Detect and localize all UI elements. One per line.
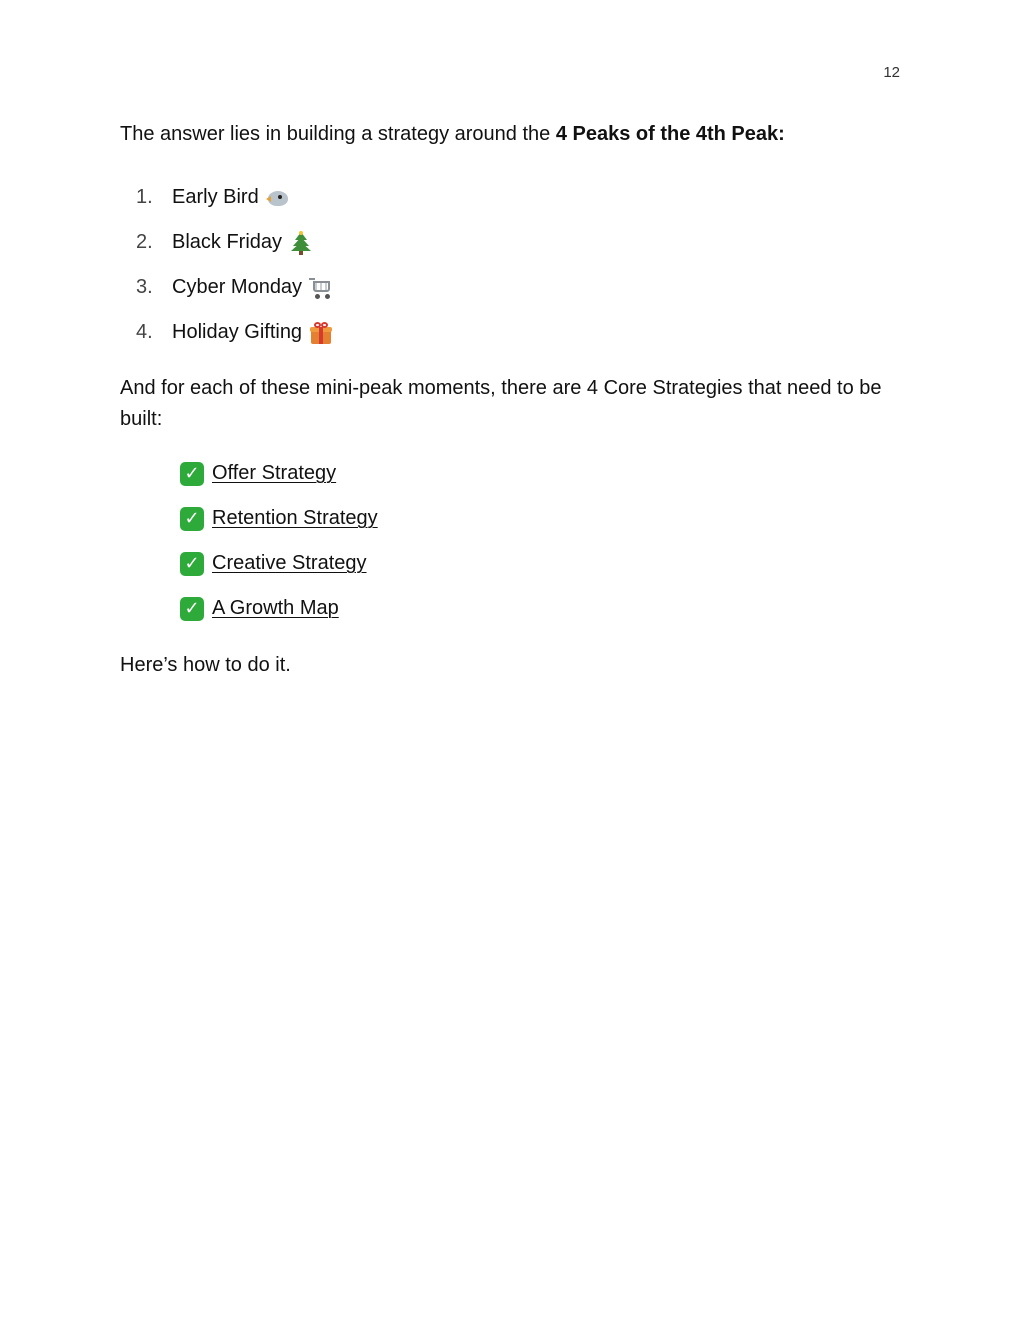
document-body bbox=[120, 119, 900, 681]
list-number: 2. bbox=[136, 231, 153, 253]
shopping-cart-icon bbox=[309, 276, 333, 300]
list-item-label: Holiday Gifting bbox=[172, 321, 303, 343]
outro-paragraph: Here’s how to do it. bbox=[120, 654, 291, 676]
offer-strategy-link[interactable]: Offer Strategy bbox=[212, 462, 337, 484]
growth-map-link[interactable]: A Growth Map bbox=[212, 597, 339, 619]
strategies-intro-paragraph: And for each of these mini-peak moments, there are 4 Core Strategies that need to be built: bbox=[120, 377, 882, 430]
list-number: 3. bbox=[136, 276, 153, 298]
check-mark-icon: ✓ bbox=[180, 507, 204, 531]
list-item bbox=[180, 541, 900, 586]
retention-strategy-link[interactable]: Retention Strategy bbox=[212, 507, 378, 529]
list-item bbox=[120, 310, 900, 355]
list-item bbox=[180, 496, 900, 541]
list-item bbox=[120, 220, 900, 265]
christmas-tree-icon bbox=[289, 231, 313, 255]
creative-strategy-link[interactable]: Creative Strategy bbox=[212, 552, 367, 574]
intro-bold-text: 4 Peaks of the 4th Peak: bbox=[555, 123, 785, 145]
list-number: 4. bbox=[136, 321, 153, 343]
check-mark-icon: ✓ bbox=[180, 597, 204, 621]
list-item bbox=[120, 175, 900, 220]
list-item bbox=[180, 451, 900, 496]
list-item-label: Early Bird bbox=[172, 186, 259, 208]
intro-paragraph bbox=[120, 119, 900, 150]
check-mark-icon: ✓ bbox=[180, 552, 204, 576]
strategies-list bbox=[120, 451, 900, 631]
gift-icon bbox=[309, 321, 333, 345]
list-number: 1. bbox=[136, 186, 153, 208]
list-item bbox=[180, 586, 900, 631]
peaks-list bbox=[120, 175, 900, 355]
list-item bbox=[120, 265, 900, 310]
bird-icon bbox=[266, 186, 290, 210]
list-item-label: Cyber Monday bbox=[172, 276, 303, 298]
list-item-label: Black Friday bbox=[172, 231, 283, 253]
check-mark-icon: ✓ bbox=[180, 462, 204, 486]
intro-text: The answer lies in building a strategy around the bbox=[120, 123, 556, 145]
page-number: 12 bbox=[883, 64, 900, 81]
